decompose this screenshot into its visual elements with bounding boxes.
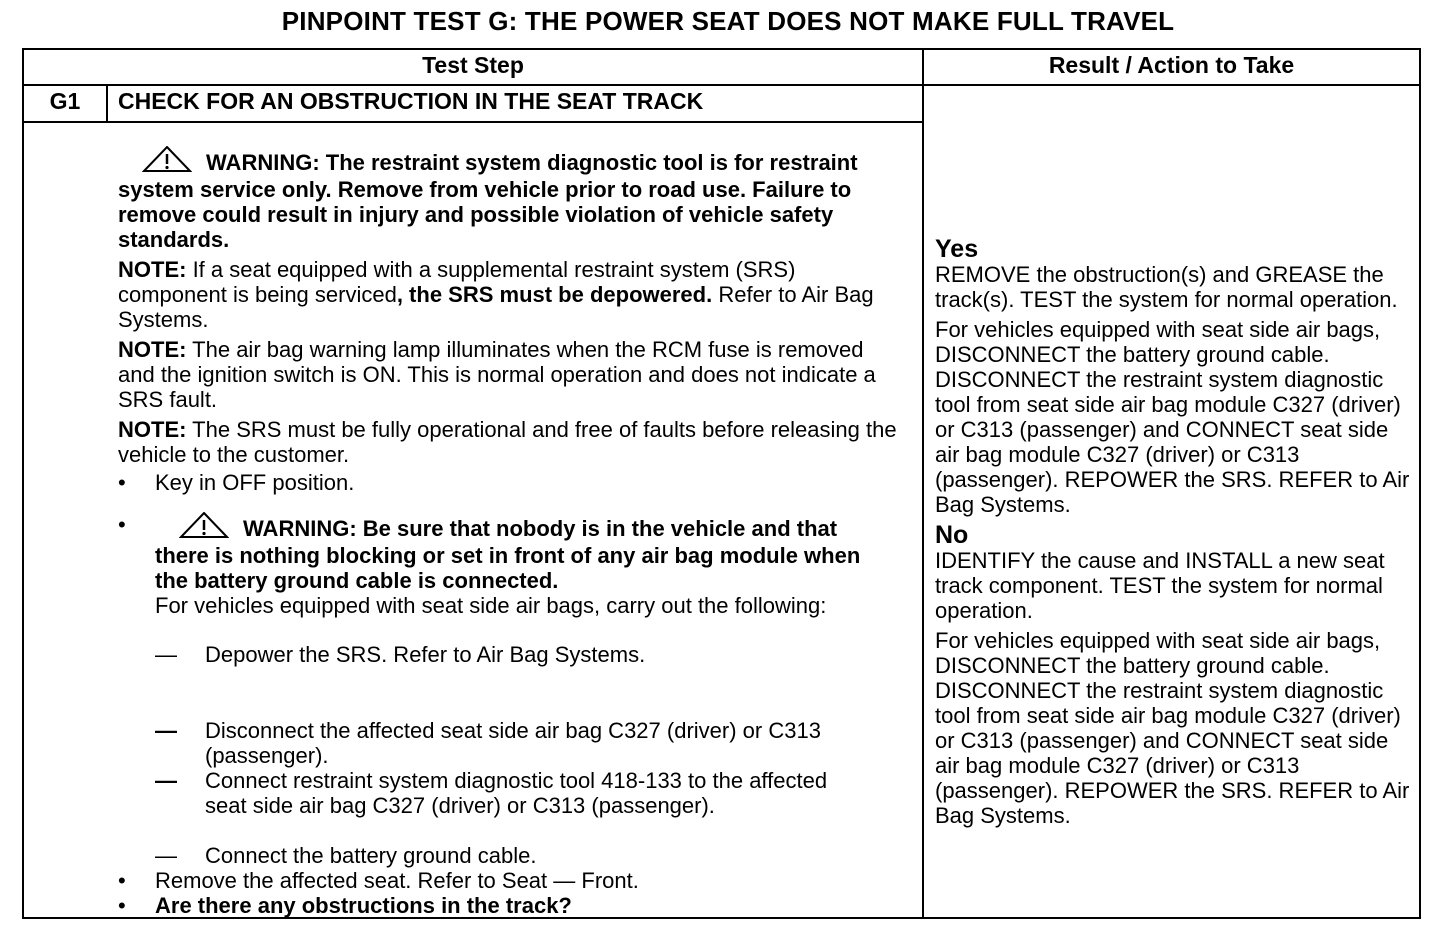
result-no-action: IDENTIFY the cause and INSTALL a new seat track component. TEST the system for normal operation. — [935, 548, 1385, 623]
step-id: G1 — [49, 88, 81, 114]
seat-side-intro: For vehicles equipped with seat side air bags, carry out the following: — [155, 593, 827, 618]
warning-triangle-icon — [167, 512, 229, 543]
note-srs-depower: NOTE: If a seat equipped with a supplemental restraint system (SRS) component is being serviced, the SRS must be depowered. Refer to Air Bag Systems. — [118, 257, 874, 332]
step-heading-divider — [24, 121, 922, 123]
step-heading: CHECK FOR AN OBSTRUCTION IN THE SEAT TRACK — [118, 88, 704, 114]
result-yes-seat-side: For vehicles equipped with seat side air bags, DISCONNECT the battery ground cable. DISCONNECT the restraint system diagnostic tool from seat side air bag module C327 (driver) or C313 (passenger) and CONNECT seat side air bag module C327 (driver) or C313 (passenger). REPOWER the SRS. REFER to Air Bag Systems. — [935, 317, 1410, 517]
test-step-body — [118, 146, 898, 472]
warning-restraint-tool: WARNING: The restraint system diagnostic tool is for restraint system service only. Remove from vehicle prior to road use. Failure to remove could result in injury and possible violation of vehicle safety standards. — [118, 146, 898, 252]
column-divider — [922, 50, 924, 917]
result-no-label: No — [935, 521, 969, 549]
result-no-seat-side: For vehicles equipped with seat side air bags, DISCONNECT the battery ground cable. DISCONNECT the restraint system diagnostic tool from seat side air bag module C327 (driver) or C313 (passenger) and CONNECT seat side air bag module C327 (driver) or C313 (passenger). REPOWER the SRS. REFER to Air Bag Systems. — [935, 628, 1410, 828]
result-yes-action: REMOVE the obstruction(s) and GREASE the track(s). TEST the system for normal operation. — [935, 262, 1398, 312]
page-title: PINPOINT TEST G: THE POWER SEAT DOES NOT MAKE FULL TRAVEL — [281, 6, 1175, 36]
warning-triangle-icon — [130, 146, 192, 177]
bullet-mark: • — [118, 893, 126, 918]
header-divider — [24, 84, 1419, 86]
note-warning-lamp: NOTE: The air bag warning lamp illuminates when the RCM fuse is removed and the ignition switch is ON. This is normal operation and does not indicate a SRS fault. — [118, 337, 876, 412]
pinpoint-table: Test Step Result / Action to Take G1 CHECK FOR AN OBSTRUCTION IN THE SEAT TRACK WARNING: The restraint system diagnostic tool is for restraint system service only. Remove from vehicle prior to road use. Failure to remove could result in injury and possible violation of vehicle safety standards. NOTE: If a seat equipped with a supplemental restraint system (SRS) component is being serviced, the SRS must be depowered. Refer to Air Bag Systems. NOTE: The air bag warning lamp illuminates when the RCM fuse is removed and the ignition switch is ON. This is normal operation and does not indicate a SRS fault. NOTE: The SRS must be fully operational and free of faults before releasing the vehicle to the customer. • Key in OFF position. • WARNING: Be sure that nobody is in the vehicle and that there is nothing blocking or set in front of any air bag module when the battery ground cable is connected. For vehicles equipped with seat side air bags, carry out the following: — Depower the SRS. Refer to Air Bag Systems. — Disconnect the affected seat side air bag C327 (driver) or C313 (passenger). — Connect restraint system diagnostic tool 418-133 to the affected seat side air bag C327 (driver) or C313 (passenger). — Connect the battery ground cable. • Remove the affected seat. Refer to Seat — Front. • Are there any obstructions in the track? Yes REMOVE the obstruction(s) and GREASE the track(s). TEST the system for normal operation. For vehicles equipped with seat side air bags, DISCONNECT the battery ground cable. DISCONNECT the restraint system diagnostic tool from seat side air bag module C327 (driver) or C313 (passenger) and CONNECT seat side air bag module C327 (driver) or C313 (passenger). REPOWER the SRS. REFER to Air Bag Systems. No IDENTIFY the cause and INSTALL a new seat track component. TEST the system for normal operation. For vehicles equipped with seat side air bags, DISCONNECT the battery ground cable. DISCONNECT the restraint system diagnostic tool from seat side air bag module C327 (driver) or C313 (passenger) and CONNECT seat side air bag module C327 (driver) or C313 (passenger). REPOWER the SRS. REFER to Air Bag Systems. — [22, 48, 1421, 919]
bullet-mark: • — [118, 512, 126, 537]
result-column — [935, 236, 1415, 833]
result-yes-label: Yes — [935, 235, 979, 263]
header-test-step: Test Step — [422, 52, 524, 78]
warning-battery-cable: WARNING: Be sure that nobody is in the vehicle and that there is nothing blocking or set in front of any air bag module when the battery ground cable is connected. — [155, 512, 885, 593]
step-id-divider — [106, 84, 108, 121]
header-result-action: Result / Action to Take — [1048, 52, 1295, 78]
bullet-mark: • — [118, 868, 126, 893]
bullet-mark: • — [118, 470, 126, 495]
note-srs-operational: NOTE: The SRS must be fully operational and free of faults before releasing the vehicle to the customer. — [118, 417, 897, 467]
